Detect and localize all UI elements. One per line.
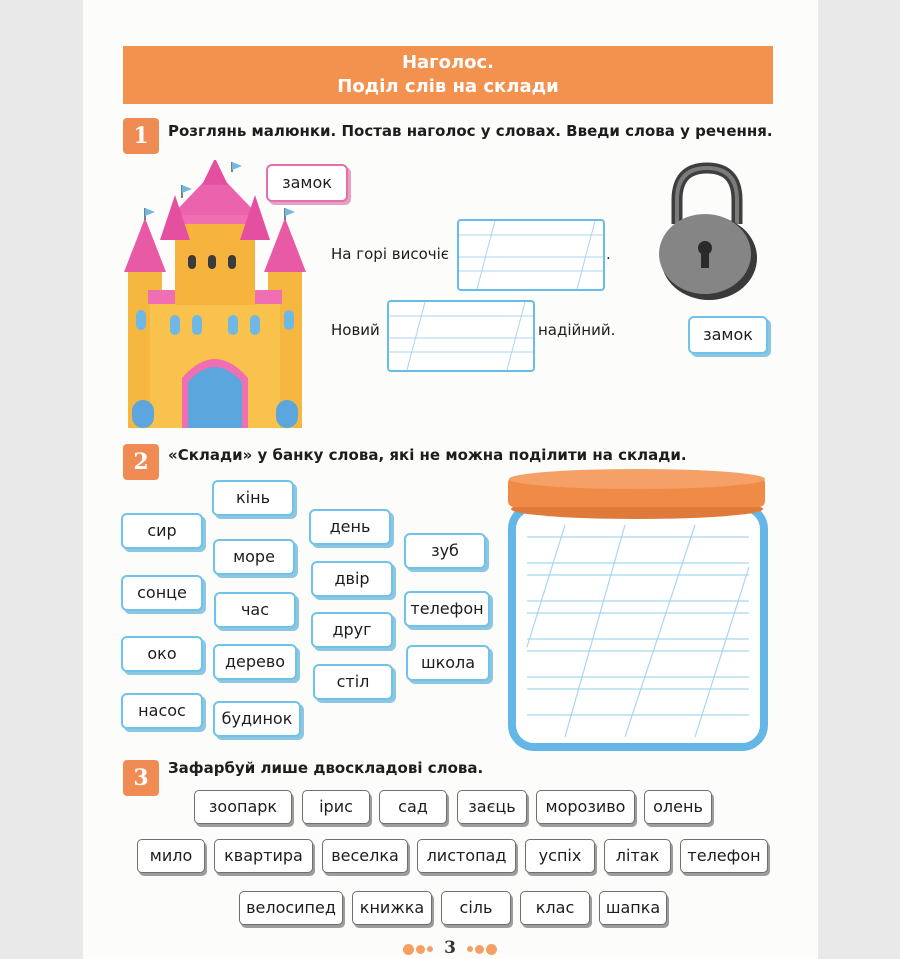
- word-tile[interactable]: зоопарк: [194, 790, 292, 824]
- word-tile[interactable]: книжка: [352, 891, 432, 925]
- word-tile[interactable]: шапка: [599, 891, 667, 925]
- page-footer: [0, 938, 900, 959]
- word-chip-lock: замок: [688, 316, 768, 354]
- ruling-lines: [459, 221, 603, 289]
- task-1-instruction: Розглянь малюнки. Постав наголос у словах. Введи слова у речення.: [168, 122, 773, 140]
- word-chip[interactable]: школа: [406, 645, 490, 681]
- word-chip[interactable]: око: [121, 636, 203, 672]
- word-tile[interactable]: квартира: [214, 839, 313, 873]
- word-chip-castle: замок: [266, 164, 348, 202]
- word-tile[interactable]: клас: [520, 891, 590, 925]
- word-tile[interactable]: сад: [379, 790, 447, 824]
- word-tile[interactable]: заєць: [457, 790, 527, 824]
- ruling-lines: [389, 302, 533, 370]
- word-tile[interactable]: сіль: [441, 891, 511, 925]
- word-chip[interactable]: телефон: [404, 591, 490, 627]
- sentence-1-start: На горі височіє: [331, 245, 450, 263]
- word-tile[interactable]: олень: [644, 790, 712, 824]
- decorative-dots-left: [402, 939, 434, 959]
- padlock-illustration: [657, 162, 757, 302]
- page-title: [123, 46, 773, 104]
- word-tile[interactable]: телефон: [680, 839, 768, 873]
- word-chip[interactable]: стіл: [313, 664, 393, 700]
- task-2-number: 2: [123, 444, 159, 480]
- word-chip[interactable]: час: [214, 592, 296, 628]
- word-chip[interactable]: друг: [311, 612, 393, 648]
- word-chip[interactable]: сонце: [121, 575, 203, 611]
- page-number: 3: [444, 938, 456, 958]
- word-chip[interactable]: море: [213, 539, 295, 575]
- word-tile[interactable]: морозиво: [536, 790, 635, 824]
- word-chip[interactable]: зуб: [404, 533, 486, 569]
- word-tile[interactable]: ірис: [302, 790, 370, 824]
- word-tile[interactable]: веселка: [322, 839, 408, 873]
- word-tile[interactable]: успіх: [525, 839, 595, 873]
- word-chip[interactable]: день: [309, 509, 391, 545]
- word-chip[interactable]: сир: [121, 513, 203, 549]
- task-1-number: 1: [123, 118, 159, 154]
- word-chip[interactable]: кінь: [212, 480, 294, 516]
- title-line-1: Наголос.: [401, 52, 495, 73]
- task-3-number: 3: [123, 760, 159, 796]
- sentence-2-answer-box[interactable]: [387, 300, 535, 372]
- word-chip[interactable]: насос: [121, 693, 203, 729]
- decorative-dots-right: [466, 939, 498, 959]
- word-tile[interactable]: мило: [137, 839, 205, 873]
- sentence-1-answer-box[interactable]: [457, 219, 605, 291]
- word-tile[interactable]: листопад: [417, 839, 516, 873]
- sentence-2-start: Новий: [331, 321, 380, 339]
- sentence-2-end: надійний.: [538, 321, 616, 339]
- word-tile[interactable]: літак: [604, 839, 671, 873]
- word-tile[interactable]: велосипед: [239, 891, 343, 925]
- task-2-instruction: «Склади» у банку слова, які не можна поділити на склади.: [168, 446, 687, 464]
- title-line-2: Поділ слів на склади: [337, 76, 559, 97]
- word-chip[interactable]: двір: [311, 561, 393, 597]
- sentence-1-end: .: [606, 245, 611, 263]
- word-chip[interactable]: будинок: [213, 701, 301, 737]
- jar-illustration[interactable]: [505, 467, 770, 757]
- task-3-instruction: Зафарбуй лише двоскладові слова.: [168, 759, 484, 777]
- word-chip[interactable]: дерево: [213, 644, 297, 680]
